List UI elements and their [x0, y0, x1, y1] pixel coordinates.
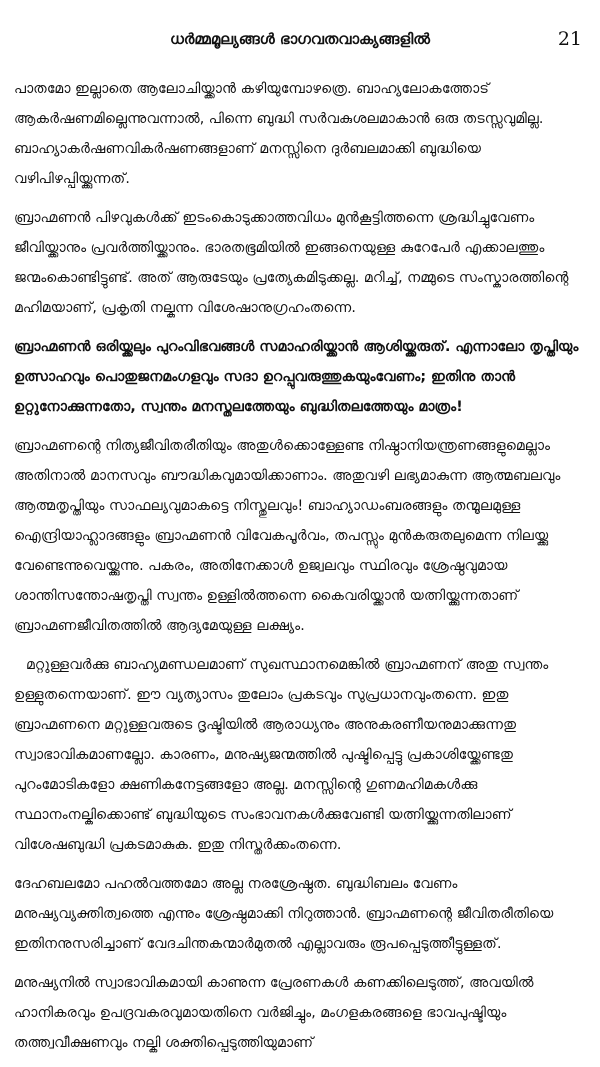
paragraph-2: ബ്രാഹ്മണൻ പിഴവുകൾക്ക് ഇടംകൊടുക്കാത്തവിധം മുൻകൂട്ടിത്തന്നെ ശ്രദ്ധിച്ചുവേണം ജീവിയ്ക്കാനും പ്രവർത്തിയ്ക്കാനും. ഭാരതഭൂമിയിൽ ഇങ്ങനെയുള്ള കുറേപേർ എക്കാലത്തും ജന്മംകൊണ്ടിട്ടുണ്ട്. അത് ആരുടേയും പ്രത്യേകമിടുക്കല്ല. മറിച്ച്, നമ്മുടെ സംസ്കാരത്തിന്റെ മഹിമയാണ്, പ്രകൃതി നല്കുന്ന വിശേഷാനുഗ്രഹംതന്നെ.: [14, 210, 569, 316]
body-text: [14, 74, 586, 1067]
paragraph-5: മറ്റുള്ളവർക്കു ബാഹ്യമണ്ഡലമാണ് സുഖസ്ഥാനമെങ്കിൽ ബ്രാഹ്മണന് അതു സ്വന്തം ഉള്ളുതന്നെയാണ്. ഈ വ്യത്യാസം തുലോം പ്രകടവും സുപ്രധാനവുംതന്നെ. ഇതു ബ്രാഹ്മണനെ മറ്റുള്ളവരുടെ ദൃഷ്ടിയിൽ ആരാധ്യനും അനുകരണീയനുമാക്കുന്നതു സ്വാഭാവികമാണല്ലോ. കാരണം, മനുഷ്യജന്മത്തിൽ പുഷ്ടിപ്പെട്ടു പ്രകാശിയ്ക്കേണ്ടതു പുറംമോടികളോ ക്ഷണികനേട്ടങ്ങളോ അല്ല. മനസ്സിന്റെ ഗുണമഹിമകൾക്കു സ്ഥാനംനല്കിക്കൊണ്ട് ബുദ്ധിയുടെ സംഭാവനകൾക്കുവേണ്ടി യത്നിയ്ക്കുന്നതിലാണ് വിശേഷബുദ്ധി പ്രകടമാകുക. ഇതു നിസ്തർക്കംതന്നെ.: [14, 657, 549, 853]
running-title: ധർമ്മമൂല്യങ്ങൾ ഭാഗവതവാക്യങ്ങളിൽ: [170, 30, 430, 48]
page-header: [0, 26, 600, 56]
paragraph-4: ബ്രാഹ്മണന്റെ നിത്യജീവിതരീതിയും അതുൾക്കൊള്ളേണ്ട നിഷ്ഠാനിയന്ത്രണങ്ങളുമെല്ലാം അതിനാൽ മാനസവും ബൗദ്ധികവുമായിക്കാണാം. അതുവഴി ലഭ്യമാകുന്ന ആത്മബലവും ആത്മതൃപ്തിയും സാഫല്യവുമാകട്ടെ നിസ്തുലവും! ബാഹ്യാഡംബരങ്ങളും തന്മൂലമുള്ള ഐന്ദ്രിയാഹ്ലാദങ്ങളും ബ്രാഹ്മണൻ വിവേകപൂർവം, തപസ്സും മുൻകരുതലുമെന്ന നിലയ്ക്കു വേണ്ടെന്നുവെയ്ക്കുന്നു. പകരം, അതിനേക്കാൾ ഉജ്വലവും സ്ഥിരവും ശ്രേഷ്ഠവുമായ ശാന്തിസന്തോഷതൃപ്തി സ്വന്തം ഉള്ളിൽത്തന്നെ കൈവരിയ്ക്കാൻ യത്നിയ്ക്കുന്നതാണ് ബ്രാഹ്മണജീവിതത്തിൽ ആദ്യമേയുള്ള ലക്ഷ്യം.: [14, 438, 561, 634]
paragraph-1: പാതമോ ഇല്ലാതെ ആലോചിയ്ക്കാൻ കഴിയുമ്പോഴത്രെ. ബാഹ്യലോകത്തോട് ആകർഷണമില്ലെന്നുവന്നാൽ, പിന്നെ ബുദ്ധി സർവകുശലമാകാൻ ഒരു തടസ്സവുമില്ല. ബാഹ്യാകർഷണവികർഷണങ്ങളാണ് മനസ്സിനെ ദുർബലമാക്കി ബുദ്ധിയെ വഴിപിഴപ്പിയ്ക്കുന്നത്.: [14, 81, 544, 187]
paragraph-3-emphasis: ബ്രാഹ്മണൻ ഒരിയ്ക്കലും പുറംവിഭവങ്ങൾ സമാഹരിയ്ക്കാൻ ആശിയ്ക്കരുത്. എന്നാലോ തൃപ്തിയും ഉത്സാഹവും പൊതുജനമംഗളവും സദാ ഉറപ്പുവരുത്തുകയുംവേണം; ഇതിനു താൻ ഉറ്റുനോക്കുന്നതോ, സ്വന്തം മനസ്തലത്തേയും ബുദ്ധിതലത്തേയും മാത്രം!: [14, 339, 579, 415]
paragraph-6: ദേഹബലമോ പഹൽവത്തമോ അല്ല നരശ്രേഷ്ഠത. ബുദ്ധിബലം വേണം മനുഷ്യവ്യക്തിത്വത്തെ എന്നും ശ്രേഷ്ഠമാക്കി നിറുത്താൻ. ബ്രാഹ്മണന്റെ ജീവിതരീതിയെ ഇതിനനുസരിച്ചാണ് വേദചിന്തകന്മാർമുതൽ എല്ലാവരും രൂപപ്പെടുത്തീട്ടുള്ളത്.: [14, 876, 554, 952]
page-number: 21: [557, 28, 582, 50]
paragraph-7: മനുഷ്യനിൽ സ്വാഭാവികമായി കാണുന്ന പ്രേരണകൾ കണക്കിലെടുത്ത്, അവയിൽ ഹാനികരവും ഉപദ്രവകരവുമായതിനെ വർജിച്ചും, മംഗളകരങ്ങളെ ഭാവപുഷ്ടിയും തത്ത്വവീക്ഷണവും നല്കി ശക്തിപ്പെടുത്തിയുമാണ്: [14, 975, 534, 1051]
